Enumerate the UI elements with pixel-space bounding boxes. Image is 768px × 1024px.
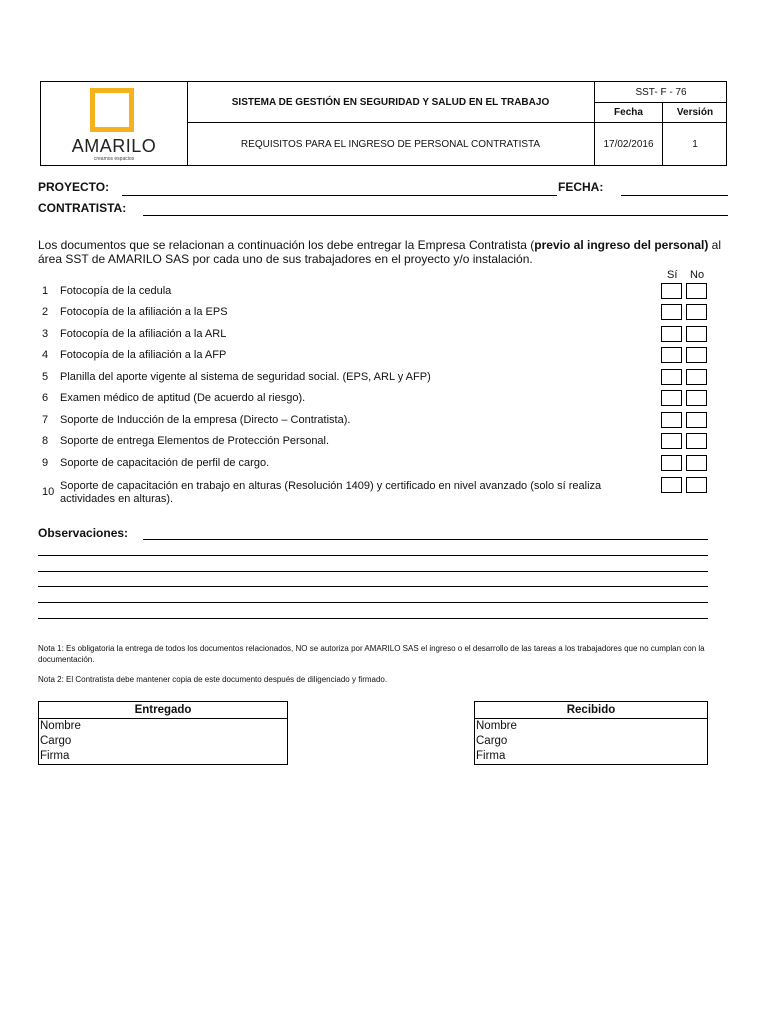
item-number: 3: [42, 328, 49, 340]
system-title: SISTEMA DE GESTIÓN EN SEGURIDAD Y SALUD EN EL TRABAJO: [231, 96, 550, 108]
delivered-title: Entregado: [39, 702, 287, 719]
no-checkbox[interactable]: [686, 477, 707, 493]
observations-line[interactable]: [38, 586, 708, 587]
item-text: Planilla del aporte vigente al sistema de seguridad social. (EPS, ARL y AFP): [60, 371, 431, 383]
item-text: Soporte de capacitación de perfil de cargo.: [60, 457, 270, 469]
intro-paragraph: Los documentos que se relacionan a continuación los debe entregar la Empresa Contratista (previo al ingreso del personal) al área SST de AMARILO SAS por cada uno de sus trabajadores en el proyecto y/o instalación.: [38, 238, 722, 266]
observations-line[interactable]: [38, 618, 708, 619]
yes-checkbox[interactable]: [661, 433, 682, 449]
item-number: 8: [42, 435, 49, 447]
no-checkbox[interactable]: [686, 455, 707, 471]
item-number: 9: [42, 457, 49, 469]
received-signature-box: [474, 701, 708, 765]
yes-column-header: Sí: [667, 269, 678, 281]
observations-label: Observaciones:: [38, 526, 129, 540]
no-checkbox[interactable]: [686, 390, 707, 406]
received-sign-field[interactable]: Firma: [476, 750, 506, 762]
logo-square-icon: [90, 88, 134, 132]
contractor-label: CONTRATISTA:: [38, 201, 127, 215]
received-name-field[interactable]: Nombre: [476, 720, 517, 732]
yes-checkbox[interactable]: [661, 412, 682, 428]
date-header: Fecha: [614, 107, 643, 118]
item-text: Fotocopía de la afiliación a la EPS: [60, 306, 228, 318]
delivered-name-field[interactable]: Nombre: [40, 720, 81, 732]
yes-checkbox[interactable]: [661, 304, 682, 320]
no-checkbox[interactable]: [686, 412, 707, 428]
no-checkbox[interactable]: [686, 326, 707, 342]
note-1: Nota 1: Es obligatoria la entrega de todos los documentos relacionados, NO se autoriza por AMARILO SAS el ingreso o el desarrollo de las tareas a los trabajadores que no cumplan con la documentación.: [38, 644, 705, 664]
item-number: 6: [42, 392, 49, 404]
project-field[interactable]: [122, 195, 557, 196]
version-header: Versión: [676, 107, 714, 118]
item-text: Soporte de entrega Elementos de Protección Personal.: [60, 435, 330, 447]
item-number: 5: [42, 371, 49, 383]
item-number: 7: [42, 414, 49, 426]
logo-text: AMARILO: [71, 136, 157, 156]
item-text: Fotocopía de la afiliación a la ARL: [60, 328, 227, 340]
item-text: Fotocopía de la afiliación a la AFP: [60, 349, 227, 361]
delivered-role-field[interactable]: Cargo: [40, 735, 72, 747]
item-text: Soporte de Inducción de la empresa (Directo – Contratista).: [60, 414, 351, 426]
observations-line[interactable]: [143, 539, 708, 540]
item-text: Soporte de capacitación en trabajo en alturas (Resolución 1409) y certificado en nivel avanzado (solo sí realiza actividades en alturas).: [60, 480, 602, 505]
received-title: Recibido: [475, 702, 707, 719]
yes-checkbox[interactable]: [661, 390, 682, 406]
item-number: 10: [42, 486, 55, 498]
yes-checkbox[interactable]: [661, 369, 682, 385]
contractor-field[interactable]: [143, 215, 728, 216]
no-column-header: No: [690, 269, 705, 281]
logo-tagline: creamos espacios: [93, 156, 135, 162]
amarilo-logo: [41, 82, 187, 165]
delivered-sign-field[interactable]: Firma: [40, 750, 70, 762]
item-number: 4: [42, 349, 49, 361]
header-table: [40, 81, 727, 166]
observations-line[interactable]: [38, 602, 708, 603]
yes-checkbox[interactable]: [661, 283, 682, 299]
observations-line[interactable]: [38, 571, 708, 572]
date-field[interactable]: [621, 195, 728, 196]
date-value: 17/02/2016: [603, 138, 654, 150]
no-checkbox[interactable]: [686, 304, 707, 320]
item-text: Fotocopía de la cedula: [60, 285, 172, 297]
yes-checkbox[interactable]: [661, 326, 682, 342]
document-title: REQUISITOS PARA EL INGRESO DE PERSONAL CONTRATISTA: [240, 138, 541, 150]
observations-line[interactable]: [38, 555, 708, 556]
no-checkbox[interactable]: [686, 433, 707, 449]
item-text: Examen médico de aptitud (De acuerdo al riesgo).: [60, 392, 306, 404]
item-number: 2: [42, 306, 49, 318]
no-checkbox[interactable]: [686, 283, 707, 299]
date-field-label: FECHA:: [558, 180, 604, 194]
received-role-field[interactable]: Cargo: [476, 735, 508, 747]
no-checkbox[interactable]: [686, 347, 707, 363]
yes-checkbox[interactable]: [661, 347, 682, 363]
version-value: 1: [692, 138, 698, 150]
project-label: PROYECTO:: [38, 180, 110, 194]
delivered-signature-box: [38, 701, 288, 765]
note-2: Nota 2: El Contratista debe mantener copia de este documento después de diligenciado y firmado.: [38, 675, 388, 684]
yes-checkbox[interactable]: [661, 477, 682, 493]
item-number: 1: [42, 285, 49, 297]
document-code: SST- F - 76: [635, 86, 687, 98]
yes-checkbox[interactable]: [661, 455, 682, 471]
no-checkbox[interactable]: [686, 369, 707, 385]
